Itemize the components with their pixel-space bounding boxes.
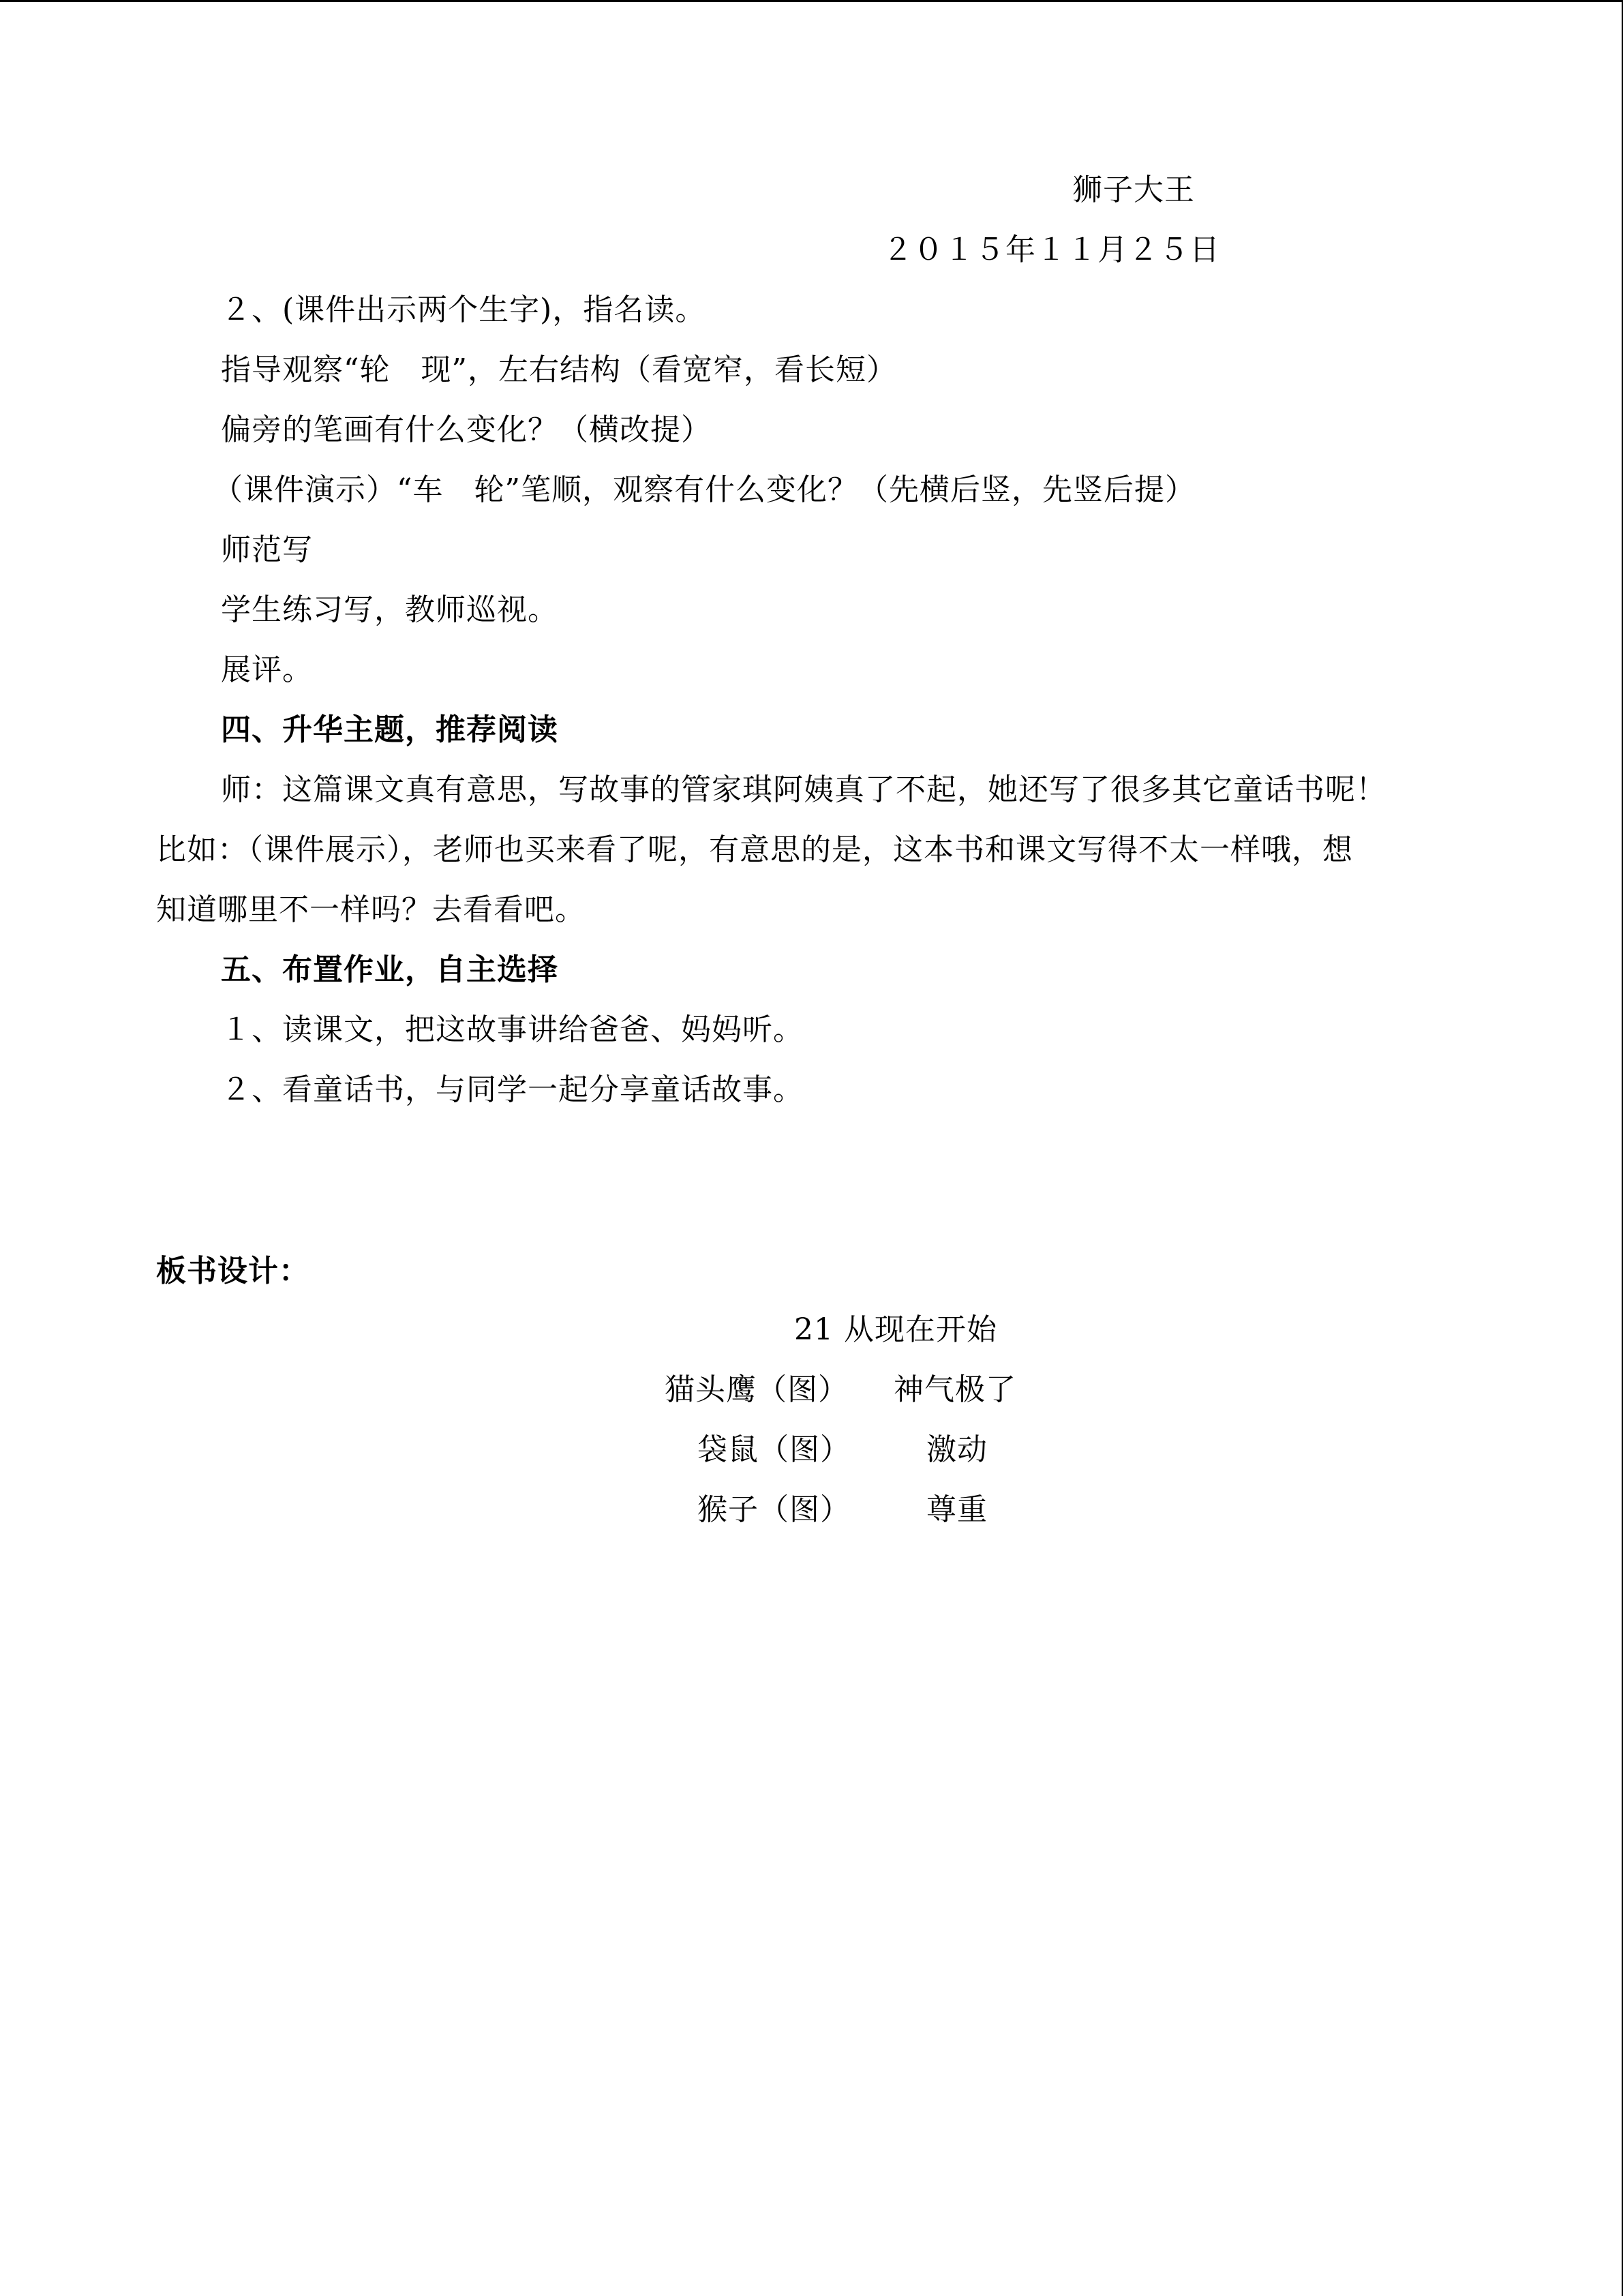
paragraph-line: 比如：（课件展示），老师也买来看了呢，有意思的是，这本书和课文写得不太一样哦，想 <box>156 832 1353 867</box>
paragraph-line: 师：这篇课文真有意思，写故事的管家琪阿姨真了不起，她还写了很多其它童话书呢！ <box>221 772 1386 807</box>
document-date: ２０１５年１１月２５日 <box>883 232 1220 267</box>
board-trait: 神气极了 <box>894 1372 1016 1407</box>
board-animal: 猫头鹰（图） <box>665 1372 849 1407</box>
board-animal: 猴子（图） <box>697 1492 851 1527</box>
board-animal: 袋鼠（图） <box>697 1432 851 1467</box>
homework-item: ２、看童话书，与同学一起分享童话故事。 <box>221 1072 804 1107</box>
body-line: 展评。 <box>221 652 313 687</box>
homework-item: １、读课文，把这故事讲给爸爸、妈妈听。 <box>221 1012 804 1047</box>
body-line: ２、(课件出示两个生字)，指名读。 <box>221 292 706 327</box>
body-line: 指导观察“轮 现”，左右结构（看宽窄，看长短） <box>221 352 897 387</box>
board-trait: 激动 <box>926 1432 988 1467</box>
body-line: 师范写 <box>221 532 313 567</box>
body-line: 学生练习写，教师巡视。 <box>221 592 558 627</box>
section-heading: 五、布置作业，自主选择 <box>221 952 558 987</box>
section-heading: 四、升华主题，推荐阅读 <box>221 712 558 747</box>
paragraph-line: 知道哪里不一样吗？去看看吧。 <box>156 892 586 927</box>
board-design-label: 板书设计： <box>156 1254 309 1288</box>
board-trait: 尊重 <box>926 1492 988 1527</box>
board-title: 21 从现在开始 <box>794 1312 997 1347</box>
author-name: 狮子大王 <box>1072 172 1195 207</box>
body-line: 偏旁的笔画有什么变化？（横改提） <box>221 412 712 447</box>
body-line: （课件演示）“车 轮”笔顺，观察有什么变化？（先横后竖，先竖后提） <box>213 472 1196 507</box>
